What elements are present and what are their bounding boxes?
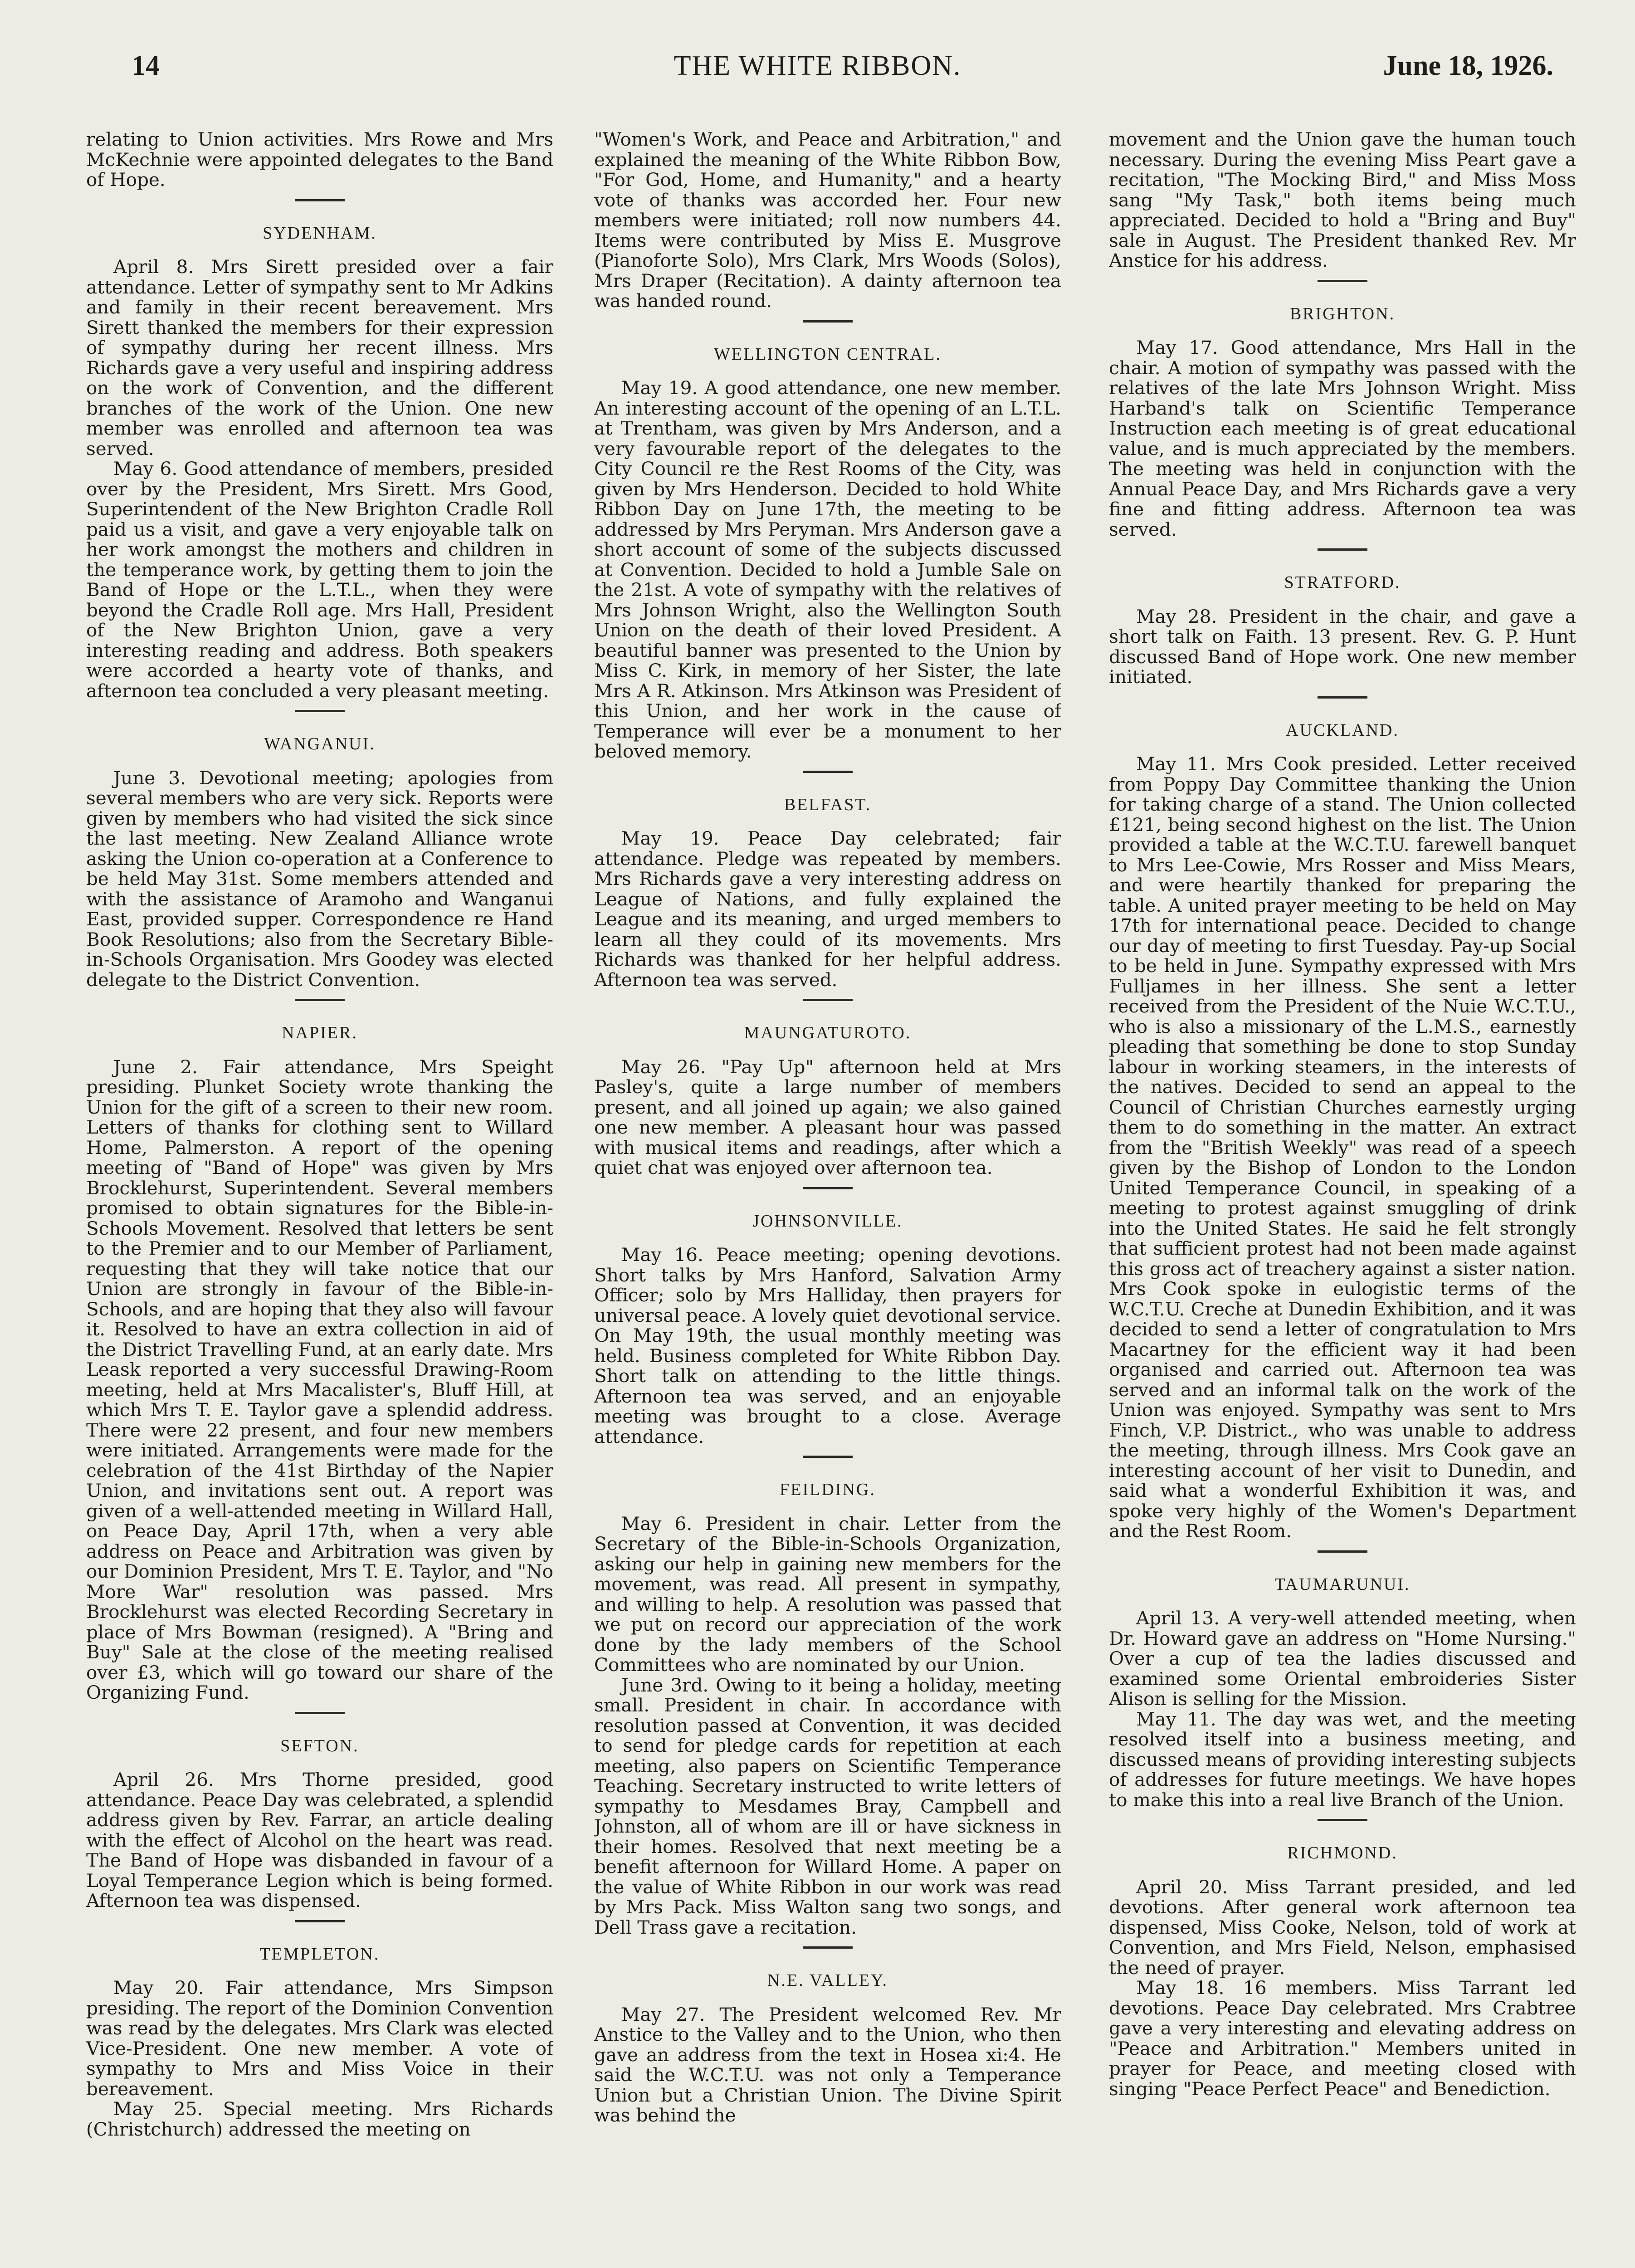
paragraph: May 19. Peace Day celebrated; fair attendance. Pledge was repeated by members. Mrs Richards gave a very interesting address on League of Nations, and fully explained the League and its meaning, and urged members to learn all they could of its movements. Mrs Richards was thanked for her helpful address. Afternoon tea was served. — [594, 827, 1061, 991]
section-heading: FEILDING. — [780, 1480, 876, 1499]
report-wellington-central — [594, 344, 1061, 762]
paragraph: May 6. Good attendance of members, presided over by the President, Mrs Sirett. Mrs Good, Superintendent of the New Brighton Cradle Roll paid us a visit, and gave a very enjoyable talk on her work amongst the mothers and children in the temperance work, by getting them to join the Band of Hope or the L.T.L., when they were beyond the Cradle Roll age. Mrs Hall, President of the New Brighton Union, gave a very interesting reading and address. Both speakers were accorded a hearty vote of thanks, and afternoon tea concluded a very pleasant meeting. — [86, 458, 553, 702]
section-heading: TAUMARUNUI. — [1274, 1574, 1410, 1594]
divider-rule — [803, 999, 853, 1001]
report-brighton — [1109, 304, 1576, 540]
paragraph: April 8. Mrs Sirett presided over a fair attendance. Letter of sympathy sent to Mr Adkins and family in their recent bereavement. Mrs Sirett thanked the members for their expression of sympathy during her recent illness. Mrs Richards gave a very useful and inspiring address on the work of Convention, and the different branches of the work of the Union. One new member was enrolled and afternoon tea was served. — [86, 256, 553, 459]
divider-rule — [1318, 1819, 1367, 1821]
column-1 — [86, 129, 553, 2268]
paragraph: June 2. Fair attendance, Mrs Speight presiding. Plunket Society wrote thanking the Union for the gift of a screen to their new room. Letters of thanks for clothing sent to Willard Home, Palmerston. A report of the opening meeting of "Band of Hope" was given by Mrs Brocklehurst, Superintendent. Several members promised to obtain signatures for the Bible-in-Schools Movement. Resolved that letters be sent to the Premier and to our Member of Parliament, requesting that they will take notice that our Union are strongly in favour of the Bible-in-Schools, and are hoping that they also will favour it. Resolved to have an extra collection in aid of the District Travelling Fund, at an early date. Mrs Leask reported a very successful Drawing-Room meeting, held at Mrs Macalister's, Bluff Hill, at which Mrs T. E. Taylor gave a splendid address. There were 22 present, and four new members were initiated. Arrangements were made for the celebration of the 41st Birthday of the Napier Union, and invitations sent out. A report was given of a well-attended meeting in Willard Hall, on Peace Day, April 17th, when a very able address on Peace and Arbitration was given by our Dominion President, Mrs T. E. Taylor, and "No More War" resolution was passed. Mrs Brocklehurst was elected Recording Secretary in place of Mrs Bowman (resigned). A "Bring and Buy" Sale at the close of the meeting realised over £3, which will go toward our share of the Organizing Fund. — [86, 1056, 553, 1703]
divider-rule — [295, 199, 345, 201]
section-heading: SEFTON. — [280, 1736, 359, 1755]
paragraph: May 16. Peace meeting; opening devotions. Short talks by Mrs Hanford, Salvation Army Officer; solo by Mrs Halliday, then prayers for universal peace. A lovely quiet devotional service. On May 19th, the usual monthly meeting was held. Business completed for White Ribbon Day. Short talk on attending to the little things. Afternoon tea was served, and an enjoyable meeting was brought to a close. Average attendance. — [594, 1244, 1061, 1447]
divider-rule — [1318, 548, 1367, 551]
paragraph: June 3. Devotional meeting; apologies from several members who are very sick. Reports were given by members who had visited the sick since the last meeting. New Zealand Alliance wrote asking the Union co-operation at a Conference to be held May 31st. Some members attended and with the assistance of Aramoho and Wanganui East, provided supper. Correspondence re Hand Book Resolutions; also from the Secretary Bible-in-Schools Organisation. Mrs Goodey was elected delegate to the District Convention. — [86, 767, 553, 991]
continued-text: relating to Union activities. Mrs Rowe and Mrs McKechnie were appointed delegates to the Band of Hope. — [86, 129, 553, 191]
page-header — [0, 50, 1635, 91]
divider-rule — [1318, 1550, 1367, 1553]
page-number: 14 — [132, 50, 160, 81]
paragraph: May 28. President in the chair, and gave a short talk on Faith. 13 present. Rev. G. P. Hunt discussed Band of Hope work. One new member initiated. — [1109, 605, 1576, 688]
section-heading: AUCKLAND. — [1286, 720, 1399, 740]
divider-rule — [295, 710, 345, 712]
paragraph: May 11. Mrs Cook presided. Letter received from Poppy Day Committee thanking the Union for taking charge of a stand. The Union collected £121, being second highest on the list. The Union provided a table at the W.C.T.U. farewell banquet to Mrs Lee-Cowie, Mrs Rosser and Miss Mears, and were heartily thanked for preparing the table. A united prayer meeting to be held on May 17th for international peace. Decided to change our day of meeting to first Tuesday. Pay-up Social to be held in June. Sympathy expressed with Mrs Fulljames in her illness. She sent a letter received from the President of the Nuie W.C.T.U., who is also a missionary of the L.M.S., earnestly pleading that something be done to stop Sunday labour in working steamers, in the interests of the natives. Decided to send an appeal to the Council of Christian Churches earnestly urging them to do something in the matter. An extract from the "British Weekly" was read of a speech given by the Bishop of London to the London United Temperance Council, in speaking of a meeting to protest against smuggling of drink into the United States. He said he felt strongly that sufficient protest had not been made against this gross act of treachery against a sister nation. Mrs Cook spoke in eulogistic terms of the W.C.T.U. Creche at Dunedin Exhibition, and it was decided to send a letter of congratulation to Mrs Macartney for the efficient way it had been organised and carried out. Afternoon tea was served and an informal talk on the work of the Union was enjoyed. Sympathy was sent to Mrs Finch, V.P. District., who was unable to address the meeting, through illness. Mrs Cook gave an interesting account of her visit to Dunedin, and said what a wonderful Exhibition it was, and spoke very highly of the Women's Department and the Rest Room. — [1109, 753, 1576, 1542]
paragraph: April 13. A very-well attended meeting, when Dr. Howard gave an address on "Home Nursing." Over a cup of tea the ladies discussed and examined some Oriental embroideries Sister Alison is selling for the Mission. — [1109, 1607, 1576, 1710]
report-sefton — [86, 1736, 553, 1911]
divider-rule — [803, 771, 853, 773]
report-stratford — [1109, 572, 1576, 687]
paragraph: May 25. Special meeting. Mrs Richards (Christchurch) addressed the meeting on — [86, 2098, 553, 2140]
issue-date: June 18, 1926. — [1383, 50, 1553, 81]
paragraph: June 3rd. Owing to it being a holiday, meeting small. President in chair. In accordance with resolution passed at Convention, it was decided to send for pledge cards for repetition at each meeting, also papers on Scientific Temperance Teaching. Secretary instructed to write letters of sympathy to Mesdames Bray, Campbell and Johnston, all of whom are ill or have sickness in their homes. Resolved that next meeting be a benefit afternoon for Willard Home. A paper on the value of White Ribbon in our work was read by Mrs Pack. Miss Walton sang two songs, and Dell Trass gave a recitation. — [594, 1674, 1061, 1938]
report-auckland — [1109, 720, 1576, 1541]
section-heading: N.E. VALLEY. — [767, 1971, 888, 1990]
paragraph: May 27. The President welcomed Rev. Mr Anstice to the Valley and to the Union, who then gave an address from the text in Hosea xi:4. He said the W.C.T.U. was not only a Temperance Union but a Christian Union. The Divine Spirit was behind the — [594, 2003, 1061, 2126]
report-feilding — [594, 1480, 1061, 1937]
column-3 — [1109, 129, 1576, 2268]
continued-text: movement and the Union gave the human touch necessary. During the evening Miss Peart gave a recitation, "The Mocking Bird," and Miss Moss sang "My Task," both items being much appreciated. Decided to hold a "Bring and Buy" sale in August. The President thanked Rev. Mr Anstice for his address. — [1109, 129, 1576, 271]
section-heading: NAPIER. — [282, 1023, 358, 1042]
report-richmond — [1109, 1843, 1576, 2099]
section-heading: BELFAST. — [784, 795, 872, 814]
report-taumarunui — [1109, 1574, 1576, 1810]
masthead-title: THE WHITE RIBBON. — [674, 50, 961, 81]
divider-rule — [803, 1456, 853, 1458]
paragraph: May 20. Fair attendance, Mrs Simpson presiding. The report of the Dominion Convention was read by the delegates. Mrs Clark was elected Vice-President. One new member. A vote of sympathy to Mrs and Miss Voice in their bereavement. — [86, 1977, 553, 2100]
divider-rule — [295, 1920, 345, 1922]
paragraph: May 19. A good attendance, one new member. An interesting account of the opening of an L.T.L. at Trentham, was given by Mrs Anderson, and a very favourable report of the delegates to the City Council re the Rest Rooms of the City, was given by Mrs Henderson. Decided to hold White Ribbon Day on June 17th, the meeting to be addressed by Mrs Peryman. Mrs Anderson gave a short account of some of the subjects discussed at Convention. Decided to hold a Jumble Sale on the 21st. A vote of sympathy with the relatives of Mrs Johnson Wright, also the Wellington South Union on the death of their loved President. A beautiful banner was presented to the Union by Miss C. Kirk, in memory of her Sister, the late Mrs A R. Atkinson. Mrs Atkinson was President of this Union, and her work in the cause of Temperance will ever be a monument to her beloved memory. — [594, 377, 1061, 762]
report-maungaturoto — [594, 1023, 1061, 1178]
divider-rule — [1318, 280, 1367, 282]
paragraph: May 26. "Pay Up" afternoon held at Mrs Pasley's, quite a large number of members present, and all joined up again; we also gained one new member. A pleasant hour was passed with musical items and readings, after which a quiet chat was enjoyed over afternoon tea. — [594, 1056, 1061, 1178]
divider-rule — [1318, 696, 1367, 699]
divider-rule — [295, 999, 345, 1001]
continued-text: "Women's Work, and Peace and Arbitration," and explained the meaning of the White Ribbon Bow, "For God, Home, and Humanity," and a hearty vote of thanks was accorded her. Four new members were initiated; roll now numbers 44. Items were contributed by Miss E. Musgrove (Pianoforte Solo), Mrs Clark, Mrs Woods (Solos), Mrs Draper (Recitation). A dainty afternoon tea was handed round. — [594, 129, 1061, 312]
section-heading: WELLINGTON CENTRAL. — [714, 344, 942, 364]
report-ne-valley — [594, 1970, 1061, 2126]
section-heading: JOHNSONVILLE. — [752, 1211, 903, 1231]
report-wanganui — [86, 734, 553, 990]
section-heading: WANGANUI. — [264, 734, 376, 753]
section-heading: SYDENHAM. — [263, 223, 377, 243]
divider-rule — [803, 1187, 853, 1189]
section-heading: RICHMOND. — [1287, 1843, 1398, 1862]
divider-rule — [803, 320, 853, 323]
paragraph: May 17. Good attendance, Mrs Hall in the chair. A motion of sympathy was passed with the relatives of the late Mrs Johnson Wright. Miss Harband's talk on Scientific Temperance Instruction each meeting is of great educational value, and is much appreciated by the members. The meeting was held in conjunction with the Annual Peace Day, and Mrs Richards gave a very fine and fitting address. Afternoon tea was served. — [1109, 337, 1576, 540]
column-2 — [594, 129, 1061, 2268]
section-heading: MAUNGATUROTO. — [744, 1023, 912, 1042]
report-sydenham — [86, 223, 553, 701]
section-heading: TEMPLETON. — [259, 1944, 380, 1964]
section-heading: BRIGHTON. — [1289, 304, 1396, 323]
paragraph: May 6. President in chair. Letter from the Secretary of the Bible-in-Schools Organization, asking our help in gaining new members for the movement, was read. All present in sympathy, and willing to help. A resolution was passed that we put on record our appreciation of the work done by the lady members of the School Committees who are nominated by our Union. — [594, 1512, 1061, 1676]
report-templeton — [86, 1944, 553, 2140]
report-johnsonville — [594, 1211, 1061, 1447]
paragraph: April 20. Miss Tarrant presided, and led devotions. After general work afternoon tea dispensed, Miss Cooke, Nelson, told of work at Convention, and Mrs Field, Nelson, emphasised the need of prayer. — [1109, 1876, 1576, 1979]
section-heading: STRATFORD. — [1284, 573, 1401, 592]
divider-rule — [803, 1946, 853, 1949]
paragraph: May 18. 16 members. Miss Tarrant led devotions. Peace Day celebrated. Mrs Crabtree gave a very interesting and elevating address on "Peace and Arbitration." Members united in prayer for Peace, and meeting closed with singing "Peace Perfect Peace" and Benediction. — [1109, 1977, 1576, 2100]
report-belfast — [594, 795, 1061, 990]
paragraph: May 11. The day was wet, and the meeting resolved itself into a business meeting, and discussed means of providing interesting subjects of addresses for future meetings. We have hopes to make this into a real live Branch of the Union. — [1109, 1708, 1576, 1811]
divider-rule — [295, 1712, 345, 1714]
paragraph: April 26. Mrs Thorne presided, good attendance. Peace Day was celebrated, a splendid address given by Rev. Farrar, an article dealing with the effect of Alcohol on the heart was read. The Band of Hope was disbanded in favour of a Loyal Temperance Legion which is being formed. Afternoon tea was dispensed. — [86, 1769, 553, 1911]
report-napier — [86, 1023, 553, 1703]
